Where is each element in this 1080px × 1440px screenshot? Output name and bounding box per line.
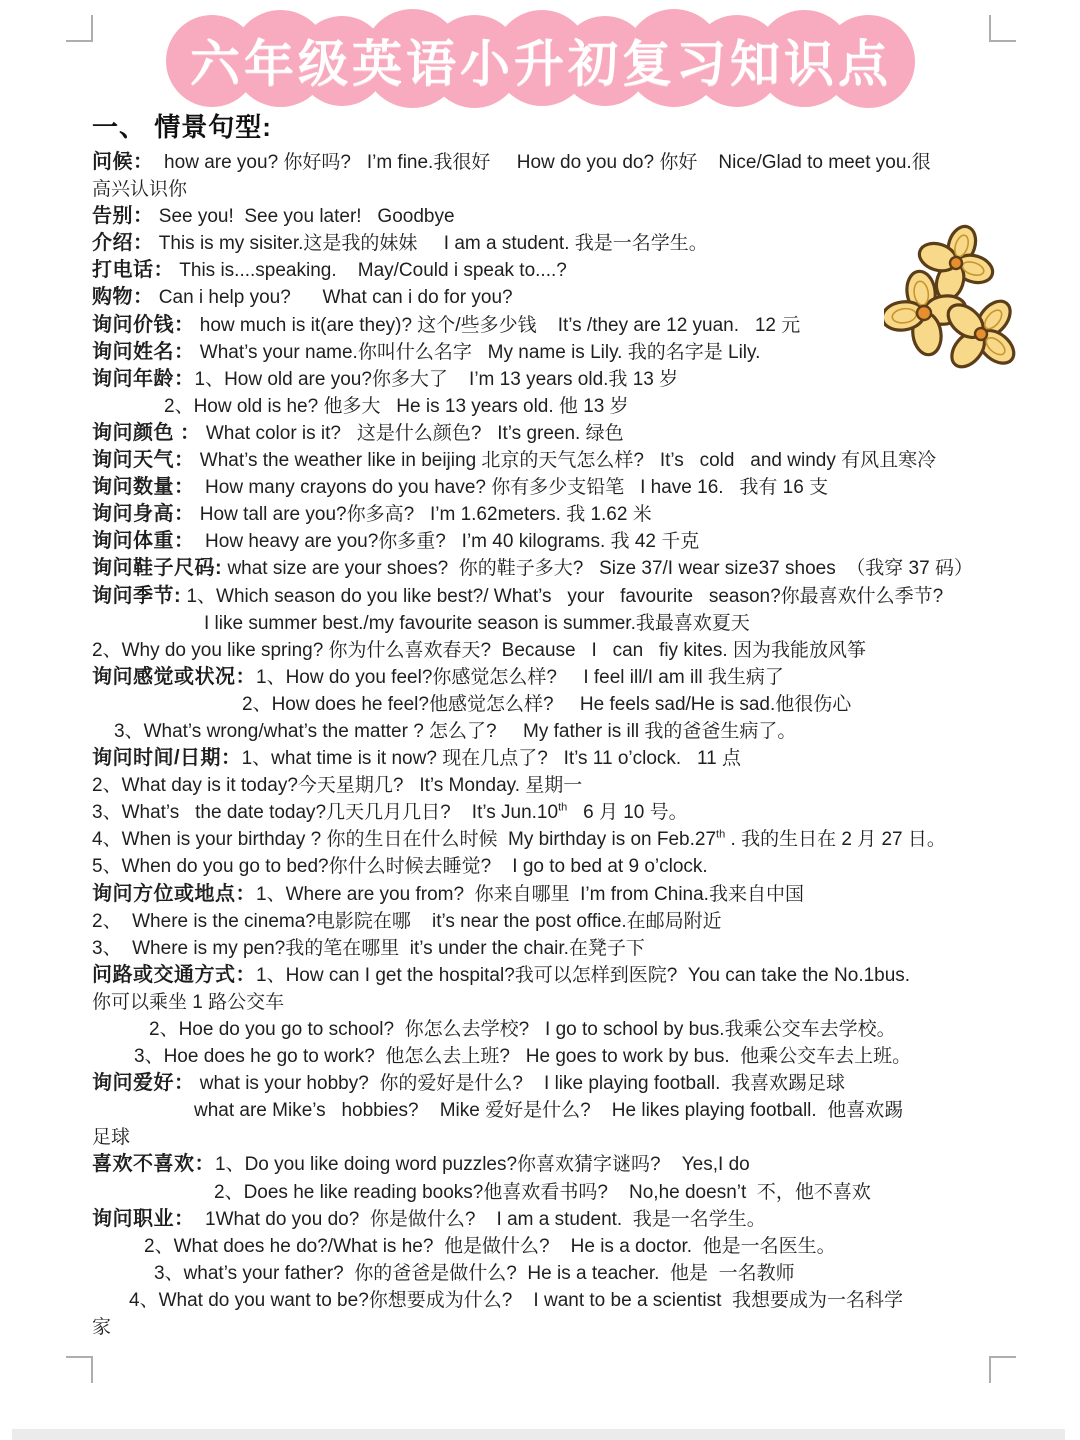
section-heading: 一、 情景句型: (92, 112, 272, 142)
line-text: I like summer best./my favourite season is summer.我最喜欢夏天 (204, 612, 750, 634)
line-text: 4、What do you want to be?你想要成为什么? I want to be a scientist 我想要成为一名科学 (129, 1289, 903, 1311)
text-line (92, 664, 1042, 691)
superscript-text: th (716, 829, 726, 842)
line-text: What color is it? 这是什么颜色? It’s green. 绿色 (200, 422, 624, 444)
page-title: 六年级英语小升初复习知识点 (190, 36, 892, 92)
line-text: 1、How do you feel?你感觉怎么样? I feel ill/I am ill 我生病了 (256, 666, 784, 688)
text-line (92, 149, 1042, 176)
line-text: 2、What day is it today?今天星期几? It’s Monday. 星期一 (92, 775, 583, 797)
text-line (92, 989, 1042, 1016)
line-label: 询问体重： (92, 530, 195, 553)
line-text: 2、Why do you like spring? 你为什么喜欢春天? Because I can fiy kites. 因为我能放风筝 (92, 639, 866, 661)
line-label: 询问职业： (92, 1207, 195, 1230)
line-label: 问路或交通方式： (92, 963, 256, 986)
text-line (92, 528, 1042, 555)
line-text: See you! See you later! Goodbye (153, 206, 455, 228)
text-line (92, 474, 1042, 501)
line-label: 询问天气： (92, 449, 195, 472)
line-text: what size are your shoes? 你的鞋子多大? Size 37/I wear size37 shoes （我穿 37 码） (222, 558, 973, 580)
margin-mark-top-left (66, 15, 93, 42)
text-line (92, 745, 1042, 772)
text-line (92, 420, 1042, 447)
line-text: 3、What’s the date today?几天几月几日? It’s Jun.10 (92, 802, 559, 824)
flower-illustration (884, 224, 1020, 370)
line-text: 3、 Where is my pen?我的笔在哪里 it’s under the chair.在凳子下 (92, 937, 645, 959)
text-line (92, 1151, 1042, 1178)
line-text: 高兴认识你 (92, 179, 188, 201)
text-line (92, 908, 1042, 935)
line-text: 1、Where are you from? 你来自哪里 I’m from China.我来自中国 (256, 883, 804, 905)
title-banner (166, 13, 916, 107)
line-text: . 我的生日在 2 月 27 日。 (725, 829, 946, 851)
text-line (92, 1043, 1042, 1070)
text-line (92, 555, 1042, 582)
line-label: 购物： (92, 286, 154, 309)
page-bottom-bar (12, 1429, 1065, 1440)
text-line (92, 176, 1042, 203)
line-text: How heavy are you?你多重? I’m 40 kilograms. 我 42 千克 (194, 531, 700, 553)
text-line (92, 1287, 1042, 1314)
line-text: 2、Does he like reading books?他喜欢看书吗? No,he doesn’t 不，他不喜欢 (214, 1181, 871, 1203)
line-text: 5、When do you go to bed?你什么时候去睡觉? I go to bed at 9 o’clock. (92, 856, 708, 878)
line-text: What’s your name.你叫什么名字 My name is Lily. 我的名字是 Lily. (194, 341, 761, 363)
line-text: 1、Do you like doing word puzzles?你喜欢猜字谜吗? Yes,I do (215, 1154, 750, 1176)
line-text: 1、How can I get the hospital?我可以怎样到医院? You can take the No.1bus. (256, 964, 911, 986)
text-line (92, 1179, 1042, 1206)
line-label: 询问方位或地点： (92, 882, 256, 905)
line-text: 3、Hoe does he go to work? 他怎么去上班? He goes to work by bus. 他乘公交车去上班。 (134, 1046, 912, 1068)
text-line (92, 772, 1042, 799)
line-label: 询问年龄： (92, 367, 195, 390)
line-text: How many crayons do you have? 你有多少支铅笔 I have 16. 我有 16 支 (194, 477, 829, 499)
text-line (92, 1206, 1042, 1233)
line-text: 3、What’s wrong/what’s the matter ? 怎么了? My father is ill 我的爸爸生病了。 (114, 720, 797, 742)
superscript-text: th (558, 801, 568, 814)
margin-mark-bottom-left (66, 1356, 93, 1383)
line-label: 询问颜色 ： (92, 421, 201, 444)
margin-mark-top-right (989, 15, 1016, 42)
line-text: How tall are you?你多高? I’m 1.62meters. 我 1.62 米 (194, 504, 652, 526)
line-text: 1、what time is it now? 现在几点了? It’s 11 o’clock. 11 点 (241, 748, 742, 770)
line-label: 介绍： (92, 232, 154, 255)
text-line (92, 881, 1042, 908)
text-line (92, 637, 1042, 664)
line-text: What’s the weather like in beijing 北京的天气怎么样? It’s cold and windy 有风且寒冷 (194, 450, 937, 472)
line-text: 1What do you do? 你是做什么? I am a student. 我是一名学生。 (194, 1208, 766, 1230)
line-text: what is your hobby? 你的爱好是什么? I like playing football. 我喜欢踢足球 (194, 1073, 845, 1095)
line-label: 喜欢不喜欢： (92, 1153, 215, 1176)
line-label: 询问爱好： (92, 1072, 195, 1095)
text-line (92, 583, 1042, 610)
text-line (92, 393, 1042, 420)
text-line (92, 1016, 1042, 1043)
line-text: 2、 Where is the cinema?电影院在哪 it’s near the post office.在邮局附近 (92, 910, 722, 932)
line-text: 1、How old are you?你多大了 I’m 13 years old.我 13 岁 (194, 368, 679, 390)
text-line (92, 799, 1042, 826)
text-line (92, 1314, 1042, 1341)
text-line (92, 691, 1042, 718)
text-line (92, 962, 1042, 989)
text-line (92, 853, 1042, 880)
line-text: 6 月 10 号。 (567, 802, 688, 824)
text-line (92, 1097, 1042, 1124)
line-text: how much is it(are they)? 这个/些多少钱 It’s /they are 12 yuan. 12 元 (194, 314, 801, 336)
text-line (92, 718, 1042, 745)
line-label: 询问感觉或状况： (92, 665, 256, 688)
line-label: 询问鞋子尺码: (92, 557, 223, 580)
line-text: 你可以乘坐 1 路公交车 (92, 991, 285, 1013)
line-text: This is my sisiter.这是我的妹妹 I am a student. 我是一名学生。 (153, 233, 708, 255)
line-text: 3、what’s your father? 你的爸爸是做什么? He is a teacher. 他是 一名教师 (154, 1262, 795, 1284)
text-line (92, 501, 1042, 528)
line-text: how are you? 你好吗? I’m fine.我很好 How do you do? 你好 Nice/Glad to meet you.很 (153, 152, 931, 173)
text-line (92, 1070, 1042, 1097)
line-text: 4、When is your birthday ? 你的生日在什么时候 My birthday is on Feb.27 (92, 829, 717, 851)
text-line (92, 1233, 1042, 1260)
text-line (92, 935, 1042, 962)
line-text: This is....speaking. May/Could i speak to....? (174, 260, 567, 282)
line-label: 询问季节: (92, 584, 182, 607)
line-text: 足球 (92, 1127, 131, 1149)
line-label: 询问数量： (92, 476, 195, 499)
text-line (92, 610, 1042, 637)
line-text: Can i help you? What can i do for you? (153, 287, 513, 309)
line-label: 告别： (92, 205, 154, 228)
line-text: what are Mike’s hobbies? Mike 爱好是什么? He likes playing football. 他喜欢踢 (194, 1100, 904, 1122)
margin-mark-bottom-right (989, 1356, 1016, 1383)
text-line (92, 826, 1042, 853)
line-label: 问候： (92, 151, 154, 173)
line-text: 2、How does he feel?他感觉怎么样? He feels sad/He is sad.他很伤心 (242, 693, 852, 715)
line-label: 询问身高： (92, 503, 195, 526)
line-text: 家 (92, 1317, 112, 1339)
text-line (92, 447, 1042, 474)
line-label: 询问价钱： (92, 313, 195, 336)
line-text: 2、Hoe do you go to school? 你怎么去学校? I go to school by bus.我乘公交车去学校。 (149, 1019, 896, 1040)
line-label: 询问时间/日期： (92, 747, 242, 770)
line-label: 打电话： (92, 259, 174, 282)
line-text: 2、What does he do?/What is he? 他是做什么? He is a doctor. 他是一名医生。 (144, 1235, 836, 1257)
text-line (92, 1124, 1042, 1151)
text-line (92, 1260, 1042, 1287)
line-label: 询问姓名： (92, 340, 195, 363)
line-text: 1、Which season do you like best?/ What’s your favourite season?你最喜欢什么季节? (181, 585, 944, 607)
line-text: 2、How old is he? 他多大 He is 13 years old. 他 13 岁 (164, 395, 629, 417)
